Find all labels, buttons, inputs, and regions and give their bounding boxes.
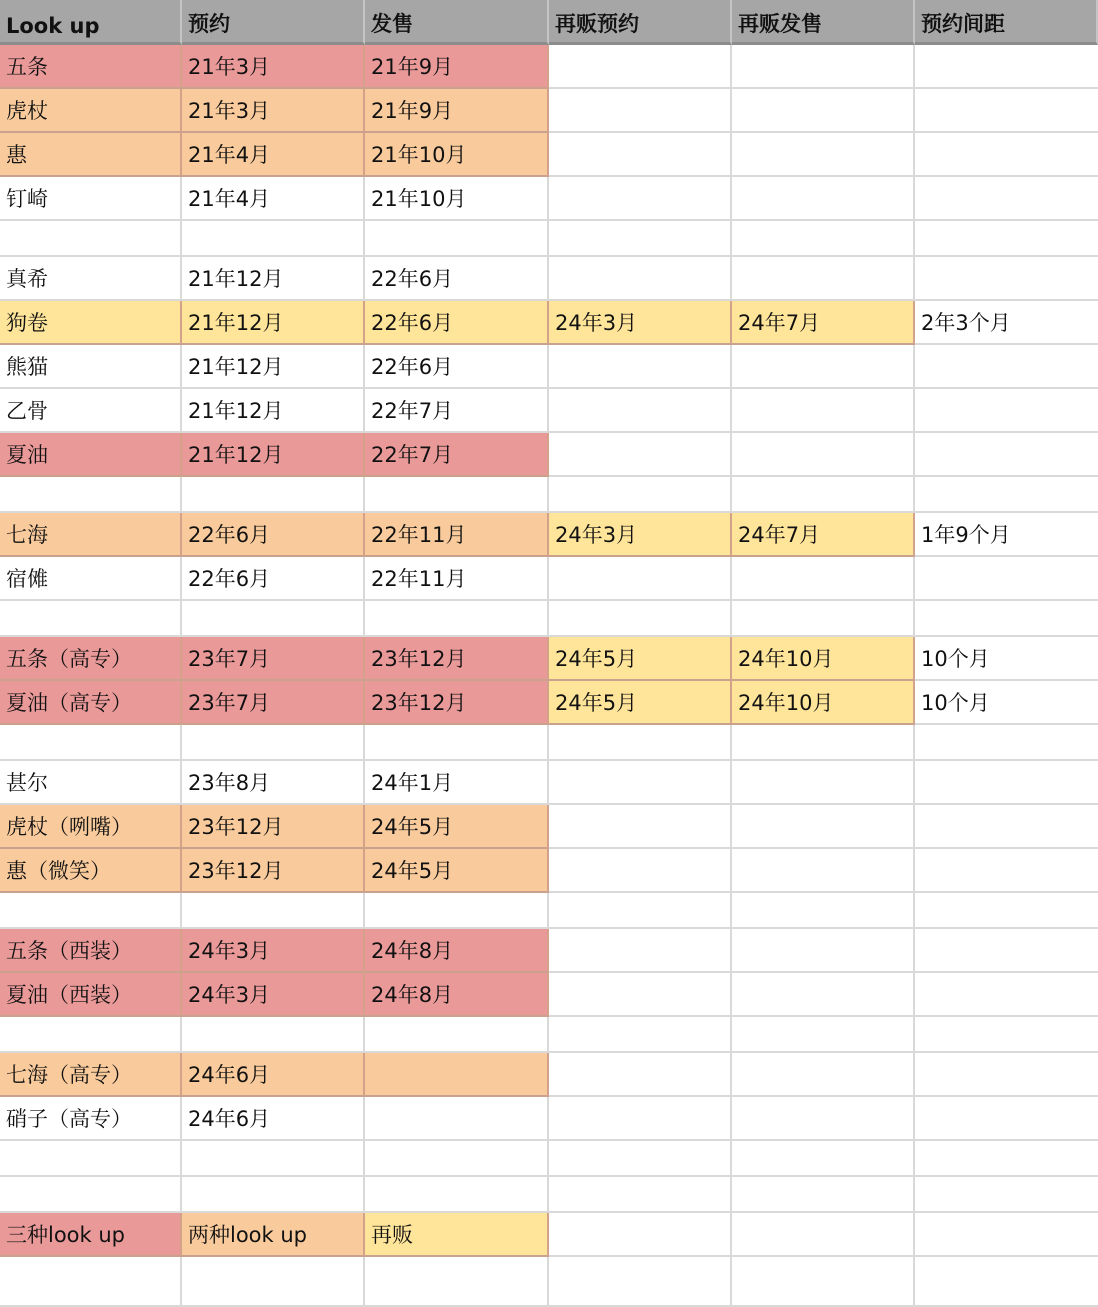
cell-preorder-gap[interactable] — [915, 761, 1098, 805]
table-row — [0, 1053, 1098, 1097]
cell-preorder[interactable]: 24年6月 — [182, 1097, 365, 1141]
cell-preorder[interactable]: 21年3月 — [182, 89, 365, 133]
cell-release[interactable]: 22年7月 — [365, 389, 549, 433]
table-row — [0, 637, 1098, 681]
header-cell-resale-preorder[interactable]: 再贩预约 — [549, 0, 732, 45]
cell-preorder[interactable]: 21年4月 — [182, 133, 365, 177]
cell-resale-release[interactable]: 24年10月 — [732, 637, 915, 681]
cell-resale-preorder[interactable] — [549, 849, 732, 893]
cell-preorder[interactable]: 22年6月 — [182, 513, 365, 557]
cell-release[interactable] — [365, 601, 549, 637]
cell-preorder[interactable]: 两种look up — [182, 1213, 365, 1257]
cell-release[interactable]: 23年12月 — [365, 637, 549, 681]
cell-preorder-gap[interactable]: 1年9个月 — [915, 513, 1098, 557]
cell-preorder[interactable] — [182, 893, 365, 929]
cell-name[interactable]: 夏油 — [0, 433, 182, 477]
cell-preorder-gap[interactable] — [915, 45, 1098, 89]
cell-preorder[interactable] — [182, 1017, 365, 1053]
cell-resale-preorder[interactable] — [549, 133, 732, 177]
cell-resale-preorder[interactable] — [549, 389, 732, 433]
cell-preorder[interactable]: 24年3月 — [182, 973, 365, 1017]
cell-resale-release[interactable] — [732, 177, 915, 221]
table-row — [0, 849, 1098, 893]
cell-resale-preorder[interactable] — [549, 45, 732, 89]
cell-resale-release[interactable] — [732, 221, 915, 257]
cell-preorder-gap[interactable] — [915, 133, 1098, 177]
cell-resale-preorder[interactable]: 24年3月 — [549, 301, 732, 345]
cell-resale-preorder[interactable] — [549, 257, 732, 301]
cell-resale-release[interactable] — [732, 1177, 915, 1213]
cell-preorder[interactable]: 21年12月 — [182, 345, 365, 389]
cell-name[interactable] — [0, 1257, 182, 1307]
cell-name[interactable]: 五条（高专） — [0, 637, 182, 681]
cell-release[interactable] — [365, 477, 549, 513]
cell-preorder[interactable] — [182, 221, 365, 257]
cell-name[interactable]: 惠（微笑） — [0, 849, 182, 893]
cell-resale-preorder[interactable] — [549, 973, 732, 1017]
cell-resale-preorder[interactable]: 24年3月 — [549, 513, 732, 557]
cell-resale-preorder[interactable] — [549, 557, 732, 601]
table-row — [0, 1017, 1098, 1053]
table-row — [0, 221, 1098, 257]
table-row — [0, 761, 1098, 805]
table-row — [0, 133, 1098, 177]
cell-name[interactable] — [0, 221, 182, 257]
cell-preorder[interactable] — [182, 725, 365, 761]
cell-preorder[interactable]: 24年6月 — [182, 1053, 365, 1097]
cell-resale-release[interactable] — [732, 257, 915, 301]
cell-preorder-gap[interactable] — [915, 1257, 1098, 1307]
cell-resale-release[interactable] — [732, 1257, 915, 1307]
cell-release[interactable]: 22年11月 — [365, 557, 549, 601]
cell-resale-preorder[interactable] — [549, 89, 732, 133]
cell-resale-preorder[interactable] — [549, 1017, 732, 1053]
cell-release[interactable] — [365, 1097, 549, 1141]
table-row — [0, 345, 1098, 389]
cell-resale-preorder[interactable] — [549, 805, 732, 849]
cell-preorder-gap[interactable] — [915, 929, 1098, 973]
cell-resale-release[interactable] — [732, 849, 915, 893]
cell-resale-preorder[interactable] — [549, 1097, 732, 1141]
table-row — [0, 1177, 1098, 1213]
cell-resale-preorder[interactable]: 24年5月 — [549, 681, 732, 725]
cell-resale-preorder[interactable] — [549, 761, 732, 805]
cell-preorder[interactable]: 21年12月 — [182, 301, 365, 345]
cell-resale-release[interactable] — [732, 477, 915, 513]
cell-name[interactable]: 七海（高专） — [0, 1053, 182, 1097]
cell-preorder-gap[interactable]: 10个月 — [915, 637, 1098, 681]
cell-release[interactable]: 22年11月 — [365, 513, 549, 557]
cell-preorder-gap[interactable]: 2年3个月 — [915, 301, 1098, 345]
cell-resale-release[interactable] — [732, 1213, 915, 1257]
cell-release[interactable]: 22年7月 — [365, 433, 549, 477]
cell-resale-release[interactable] — [732, 433, 915, 477]
cell-preorder-gap[interactable] — [915, 1141, 1098, 1177]
cell-resale-preorder[interactable] — [549, 345, 732, 389]
cell-name[interactable]: 虎杖（咧嘴） — [0, 805, 182, 849]
cell-name[interactable]: 真希 — [0, 257, 182, 301]
cell-resale-preorder[interactable] — [549, 1141, 732, 1177]
cell-name[interactable] — [0, 477, 182, 513]
header-row — [0, 0, 1098, 45]
cell-preorder-gap[interactable] — [915, 221, 1098, 257]
cell-release[interactable]: 再贩 — [365, 1213, 549, 1257]
cell-resale-preorder[interactable] — [549, 477, 732, 513]
cell-name[interactable] — [0, 725, 182, 761]
cell-preorder-gap[interactable] — [915, 477, 1098, 513]
cell-release[interactable] — [365, 1257, 549, 1307]
cell-name[interactable] — [0, 1141, 182, 1177]
cell-release[interactable]: 24年1月 — [365, 761, 549, 805]
cell-resale-release[interactable] — [732, 133, 915, 177]
cell-release[interactable]: 24年5月 — [365, 849, 549, 893]
cell-preorder[interactable]: 23年12月 — [182, 805, 365, 849]
cell-release[interactable]: 22年6月 — [365, 345, 549, 389]
cell-preorder-gap[interactable] — [915, 893, 1098, 929]
cell-resale-release[interactable] — [732, 89, 915, 133]
header-cell-resale-release[interactable]: 再贩发售 — [732, 0, 915, 45]
cell-release[interactable]: 21年9月 — [365, 89, 549, 133]
cell-preorder[interactable]: 21年12月 — [182, 389, 365, 433]
cell-resale-release[interactable] — [732, 893, 915, 929]
cell-resale-release[interactable]: 24年7月 — [732, 513, 915, 557]
cell-resale-release[interactable] — [732, 601, 915, 637]
cell-release[interactable] — [365, 725, 549, 761]
cell-release[interactable]: 22年6月 — [365, 257, 549, 301]
cell-release[interactable]: 24年8月 — [365, 973, 549, 1017]
cell-preorder-gap[interactable] — [915, 1053, 1098, 1097]
cell-preorder[interactable] — [182, 1177, 365, 1213]
cell-resale-release[interactable] — [732, 725, 915, 761]
cell-resale-release[interactable] — [732, 929, 915, 973]
cell-resale-preorder[interactable] — [549, 601, 732, 637]
table-row — [0, 893, 1098, 929]
cell-preorder[interactable]: 24年3月 — [182, 929, 365, 973]
cell-name[interactable]: 夏油（西装） — [0, 973, 182, 1017]
cell-preorder[interactable]: 21年12月 — [182, 433, 365, 477]
cell-preorder-gap[interactable] — [915, 601, 1098, 637]
cell-preorder[interactable]: 21年12月 — [182, 257, 365, 301]
cell-resale-release[interactable] — [732, 345, 915, 389]
cell-resale-release[interactable] — [732, 973, 915, 1017]
header-cell-release[interactable]: 发售 — [365, 0, 549, 45]
cell-resale-release[interactable] — [732, 1097, 915, 1141]
cell-resale-release[interactable] — [732, 557, 915, 601]
table-row — [0, 1257, 1098, 1307]
cell-release[interactable]: 24年8月 — [365, 929, 549, 973]
cell-name[interactable]: 五条（西装） — [0, 929, 182, 973]
table-row — [0, 477, 1098, 513]
cell-resale-release[interactable] — [732, 45, 915, 89]
cell-name[interactable]: 硝子（高专） — [0, 1097, 182, 1141]
cell-preorder[interactable]: 23年12月 — [182, 849, 365, 893]
cell-resale-preorder[interactable] — [549, 1257, 732, 1307]
cell-preorder-gap[interactable] — [915, 725, 1098, 761]
cell-preorder[interactable] — [182, 1141, 365, 1177]
cell-preorder[interactable]: 21年3月 — [182, 45, 365, 89]
cell-preorder[interactable]: 23年7月 — [182, 637, 365, 681]
cell-resale-preorder[interactable] — [549, 929, 732, 973]
header-cell-preorder[interactable]: 预约 — [182, 0, 365, 45]
cell-preorder-gap[interactable] — [915, 345, 1098, 389]
cell-preorder-gap[interactable]: 10个月 — [915, 681, 1098, 725]
table-row — [0, 301, 1098, 345]
cell-release[interactable] — [365, 1141, 549, 1177]
cell-release[interactable] — [365, 893, 549, 929]
cell-name[interactable]: 宿傩 — [0, 557, 182, 601]
table-row — [0, 973, 1098, 1017]
cell-preorder-gap[interactable] — [915, 89, 1098, 133]
cell-name[interactable] — [0, 1017, 182, 1053]
cell-resale-release[interactable] — [732, 1017, 915, 1053]
cell-name[interactable]: 五条 — [0, 45, 182, 89]
table-row — [0, 1141, 1098, 1177]
cell-release[interactable]: 21年9月 — [365, 45, 549, 89]
cell-resale-release[interactable] — [732, 389, 915, 433]
cell-resale-release[interactable] — [732, 1053, 915, 1097]
table-row — [0, 433, 1098, 477]
table-row — [0, 513, 1098, 557]
cell-resale-release[interactable] — [732, 761, 915, 805]
cell-name[interactable]: 甚尔 — [0, 761, 182, 805]
table-row — [0, 681, 1098, 725]
cell-preorder[interactable]: 23年7月 — [182, 681, 365, 725]
table-row — [0, 929, 1098, 973]
table-row — [0, 45, 1098, 89]
cell-name[interactable]: 乙骨 — [0, 389, 182, 433]
cell-resale-preorder[interactable] — [549, 893, 732, 929]
cell-preorder-gap[interactable] — [915, 257, 1098, 301]
cell-preorder-gap[interactable] — [915, 805, 1098, 849]
cell-release[interactable]: 21年10月 — [365, 133, 549, 177]
cell-preorder-gap[interactable] — [915, 1097, 1098, 1141]
cell-resale-preorder[interactable] — [549, 221, 732, 257]
table-row — [0, 1213, 1098, 1257]
cell-release[interactable] — [365, 1053, 549, 1097]
cell-preorder[interactable]: 23年8月 — [182, 761, 365, 805]
cell-name[interactable]: 惠 — [0, 133, 182, 177]
cell-name[interactable]: 钉崎 — [0, 177, 182, 221]
table-row — [0, 725, 1098, 761]
cell-preorder-gap[interactable] — [915, 1213, 1098, 1257]
cell-name[interactable]: 七海 — [0, 513, 182, 557]
cell-preorder-gap[interactable] — [915, 389, 1098, 433]
header-cell-lookup[interactable]: Look up — [0, 0, 182, 45]
cell-release[interactable] — [365, 221, 549, 257]
table-row — [0, 177, 1098, 221]
cell-resale-preorder[interactable] — [549, 1177, 732, 1213]
cell-release[interactable]: 24年5月 — [365, 805, 549, 849]
table-row — [0, 89, 1098, 133]
cell-preorder[interactable]: 22年6月 — [182, 557, 365, 601]
table-row — [0, 601, 1098, 637]
cell-preorder-gap[interactable] — [915, 973, 1098, 1017]
cell-name[interactable]: 虎杖 — [0, 89, 182, 133]
cell-resale-release[interactable]: 24年7月 — [732, 301, 915, 345]
cell-resale-preorder[interactable] — [549, 1213, 732, 1257]
table-row — [0, 257, 1098, 301]
header-cell-preorder-gap[interactable]: 预约间距 — [915, 0, 1098, 45]
cell-release[interactable]: 21年10月 — [365, 177, 549, 221]
cell-name[interactable] — [0, 893, 182, 929]
cell-preorder[interactable] — [182, 601, 365, 637]
cell-preorder[interactable]: 21年4月 — [182, 177, 365, 221]
cell-name[interactable] — [0, 601, 182, 637]
table-row — [0, 389, 1098, 433]
cell-preorder-gap[interactable] — [915, 1017, 1098, 1053]
cell-resale-preorder[interactable] — [549, 725, 732, 761]
cell-release[interactable]: 22年6月 — [365, 301, 549, 345]
cell-resale-preorder[interactable] — [549, 1053, 732, 1097]
cell-preorder[interactable] — [182, 1257, 365, 1307]
cell-name[interactable] — [0, 1177, 182, 1213]
cell-name[interactable]: 三种look up — [0, 1213, 182, 1257]
cell-resale-preorder[interactable]: 24年5月 — [549, 637, 732, 681]
cell-name[interactable]: 熊猫 — [0, 345, 182, 389]
cell-resale-preorder[interactable] — [549, 433, 732, 477]
cell-resale-release[interactable] — [732, 805, 915, 849]
cell-preorder-gap[interactable] — [915, 177, 1098, 221]
cell-release[interactable] — [365, 1177, 549, 1213]
cell-preorder-gap[interactable] — [915, 1177, 1098, 1213]
table-row — [0, 1097, 1098, 1141]
cell-preorder-gap[interactable] — [915, 849, 1098, 893]
cell-resale-release[interactable] — [732, 1141, 915, 1177]
cell-release[interactable] — [365, 1017, 549, 1053]
table-row — [0, 805, 1098, 849]
cell-preorder-gap[interactable] — [915, 557, 1098, 601]
cell-release[interactable]: 23年12月 — [365, 681, 549, 725]
cell-preorder[interactable] — [182, 477, 365, 513]
cell-resale-release[interactable]: 24年10月 — [732, 681, 915, 725]
cell-name[interactable]: 狗卷 — [0, 301, 182, 345]
cell-resale-preorder[interactable] — [549, 177, 732, 221]
cell-name[interactable]: 夏油（高专） — [0, 681, 182, 725]
table-row — [0, 557, 1098, 601]
cell-preorder-gap[interactable] — [915, 433, 1098, 477]
